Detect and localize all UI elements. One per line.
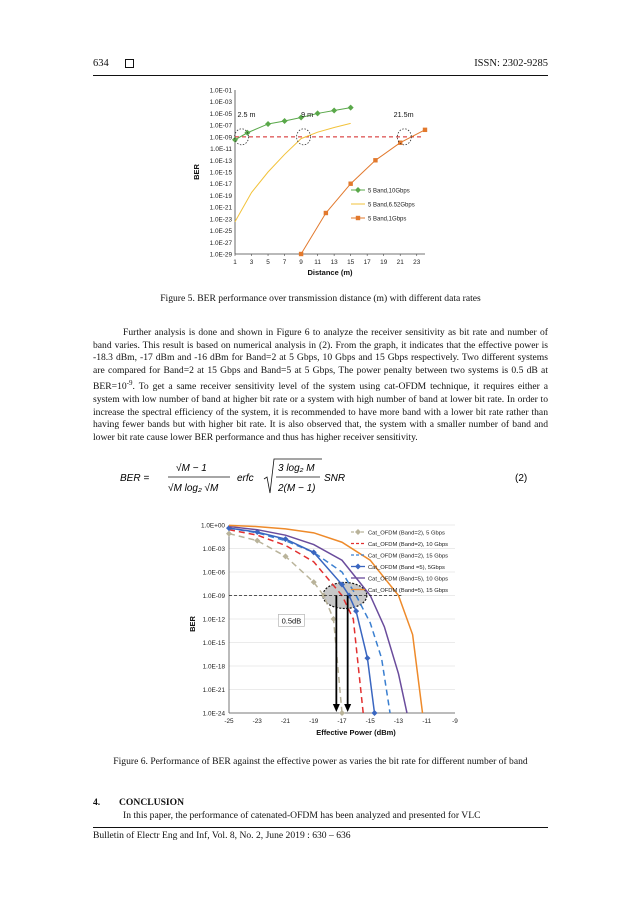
- fig5-legend-marker: [355, 187, 361, 193]
- fig6-y-tick-label: 1.0E-18: [202, 663, 225, 671]
- fig5-y-tick-label: 1.0E-21: [209, 204, 232, 212]
- fig5-y-tick-label: 1.0E-09: [209, 134, 232, 142]
- fig6-legend-label: Cat_OFDM (Band=5), 10 Gbps: [368, 576, 449, 583]
- fig6-legend-label: Cat_OFDM (Band=2), 10 Gbps: [368, 541, 449, 548]
- checkbox-glyph-icon: [125, 59, 134, 68]
- eq-number: (2): [515, 473, 528, 484]
- figure5-caption: Figure 5. BER performance over transmission distance (m) with different data rates: [160, 293, 481, 304]
- figure6-chart: [185, 517, 470, 749]
- eq-denominator: √M log₂ √M: [168, 483, 219, 494]
- paragraph-text-rest: . To get a same receiver sensitivity level of the system using cat-OFDM technique, it requires either a system with low number of band at higher bit rate or a system with high number of band at lower bit rate. In order to increase the spectral efficiency of the system, it is recommended to have more band with a lower bit rate rather than having fewer bands but with higher bit rate. It is also observed that, the system with a smaller number of band and lower bit rate cause lower BER performance and thus has higher receiver sensitivity.: [93, 381, 548, 443]
- fig5-y-tick-label: 1.0E-19: [209, 192, 232, 200]
- fig5-y-tick-label: 1.0E-01: [209, 87, 232, 95]
- fig6-y-tick-label: 1.0E-24: [202, 710, 225, 718]
- fig5-legend-label: 5 Band,6.52Gbps: [368, 202, 415, 209]
- fig6-y-tick-label: 1.0E-03: [202, 546, 225, 553]
- fig6-y-axis-label: BER: [188, 616, 197, 632]
- footer-rule: [93, 827, 548, 828]
- paragraph-superscript: -9: [126, 379, 133, 388]
- fig6-x-tick-label: -19: [309, 718, 319, 725]
- fig5-data-point: [282, 118, 288, 124]
- fig5-annotation: 9 m: [301, 109, 314, 119]
- fig6-y-tick-label: 1.0E-21: [202, 687, 225, 694]
- fig6-annotation: 0.5dB: [281, 616, 302, 626]
- fig6-data-point: [254, 538, 260, 544]
- fig5-x-axis-label: Distance (m): [307, 268, 353, 277]
- fig5-x-tick-label: 13: [330, 259, 338, 266]
- eq-numerator: √M − 1: [176, 463, 207, 474]
- fig6-data-point: [339, 710, 345, 716]
- fig6-x-axis-label: Effective Power (dBm): [316, 728, 396, 737]
- section-number: 4.: [93, 797, 101, 808]
- fig5-y-tick-label: 1.0E-11: [210, 146, 232, 154]
- fig6-x-tick-label: -25: [224, 718, 234, 725]
- conclusion-text: In this paper, the performance of catenated-OFDM has been analyzed and presented for VLC: [123, 810, 481, 821]
- ber-equation: [110, 455, 550, 499]
- section-heading: [93, 797, 184, 808]
- fig6-y-tick-label: 1.0E-06: [202, 569, 225, 577]
- fig6-data-point: [353, 608, 359, 614]
- fig6-y-tick-label: 1.0E-15: [202, 640, 225, 647]
- fig6-x-tick-label: -21: [280, 718, 291, 725]
- fig5-legend-label: 5 Band,1Gbps: [368, 216, 407, 223]
- fig5-legend-label: 5 Band,10Gbps: [368, 188, 410, 195]
- fig5-y-tick-label: 1.0E-03: [209, 99, 232, 107]
- fig5-data-point: [324, 211, 328, 215]
- fig5-data-point: [423, 128, 427, 132]
- fig5-x-tick-label: 23: [413, 259, 421, 266]
- fig5-y-tick-label: 1.0E-07: [209, 122, 232, 130]
- page-number: 634: [93, 58, 109, 69]
- fig5-x-tick-label: 19: [380, 259, 388, 266]
- fig5-series-line: [235, 123, 351, 221]
- fig6-legend-label: Cat_OFDM (Band=5), 15 Gbps: [368, 587, 449, 594]
- fig6-series-line: [229, 528, 390, 713]
- fig5-x-tick-label: 15: [347, 259, 355, 266]
- fig6-arrow-head: [333, 704, 340, 712]
- eq-rad-den: 2(M − 1): [278, 483, 316, 494]
- eq-lhs: BER =: [120, 473, 150, 484]
- eq-snr: SNR: [324, 473, 346, 484]
- figure5-chart: [185, 82, 435, 282]
- fig5-data-point: [348, 105, 354, 111]
- fig5-y-tick-label: 1.0E-27: [209, 239, 232, 247]
- fig6-x-tick-label: -13: [393, 718, 404, 725]
- fig6-y-tick-label: 1.0E+00: [201, 522, 225, 530]
- section-title: CONCLUSION: [119, 797, 185, 808]
- eq-erfc: erfc: [237, 473, 254, 484]
- footer-text: Bulletin of Electr Eng and Inf, Vol. 8, No. 2, June 2019 : 630 – 636: [93, 830, 351, 841]
- fig6-legend-marker: [355, 529, 361, 535]
- fig6-x-tick-label: -11: [422, 718, 432, 725]
- fig5-y-tick-label: 1.0E-25: [209, 228, 232, 236]
- fig5-y-axis-label: BER: [192, 164, 201, 180]
- fig6-y-tick-label: 1.0E-12: [202, 616, 225, 624]
- fig5-y-tick-label: 1.0E-13: [209, 157, 232, 165]
- fig6-arrow-head: [344, 704, 351, 712]
- fig6-x-tick-label: -9: [452, 718, 458, 725]
- fig5-data-point: [331, 108, 337, 114]
- fig6-x-tick-label: -17: [337, 718, 347, 725]
- fig5-data-point: [315, 110, 321, 116]
- fig5-data-point: [265, 121, 271, 127]
- fig5-y-tick-label: 1.0E-23: [209, 216, 232, 224]
- fig6-x-tick-label: -23: [252, 718, 262, 725]
- fig5-x-tick-label: 7: [282, 259, 287, 266]
- fig5-x-tick-label: 3: [249, 259, 254, 266]
- fig5-annotation: 21.5m: [393, 109, 414, 119]
- fig5-x-tick-label: 21: [396, 259, 404, 266]
- fig5-data-point: [299, 252, 303, 256]
- fig5-y-tick-label: 1.0E-05: [209, 110, 232, 118]
- fig5-x-tick-label: 17: [363, 259, 371, 266]
- fig6-y-tick-label: 1.0E-09: [202, 593, 225, 600]
- fig5-x-tick-label: 5: [266, 259, 270, 266]
- fig5-y-tick-label: 1.0E-29: [209, 251, 232, 259]
- fig5-data-point: [232, 137, 238, 143]
- fig6-legend-label: Cat_OFDM (Band =5), 5Gbps: [368, 564, 445, 571]
- fig5-x-tick-label: 11: [314, 259, 321, 266]
- header-rule: [93, 75, 548, 76]
- fig5-data-point: [348, 182, 352, 186]
- fig5-y-tick-label: 1.0E-15: [209, 169, 232, 177]
- fig6-legend-label: Cat_OFDM (Band=2), 15 Gbps: [368, 553, 449, 560]
- fig6-x-tick-label: -15: [365, 718, 375, 725]
- fig6-data-point: [371, 710, 377, 716]
- figure6-caption: Figure 6. Performance of BER against the effective power as varies the bit rate for different number of band: [113, 756, 528, 767]
- fig5-y-tick-label: 1.0E-17: [209, 181, 232, 189]
- paragraph-text: Further analysis is done and shown in Figure 6 to analyze the receiver sensitivity as bit rate and number of band varies. This result is based on numerical analysis in (2). From the graph, it indicates that the effective power is -18.3 dBm, -17 dBm and -16 dBm for Band=2 at 5 Gbps, 10 Gbps and 15 Gbps respectively. Two different systems are compared for Band=2 at 15 Gbps and Band=5 at 5 Gbps, The power penalty between two systems is 0.5 dB at BER=10: [93, 327, 548, 393]
- fig5-x-tick-label: 9: [299, 259, 303, 266]
- fig6-legend-label: Cat_OFDM (Band=2), 5 Gbps: [368, 530, 445, 537]
- eq-rad-num: 3 log₂ M: [278, 463, 315, 474]
- issn-label: ISSN: 2302-9285: [474, 58, 548, 69]
- fig5-legend-marker: [356, 216, 360, 220]
- fig6-legend-marker: [355, 564, 361, 570]
- fig6-data-point: [226, 531, 232, 537]
- fig5-data-point: [373, 158, 377, 162]
- body-paragraph: [93, 327, 548, 445]
- fig6-data-point: [364, 655, 370, 661]
- fig5-x-tick-label: 1: [233, 259, 237, 266]
- fig5-annotation: 2.5 m: [237, 109, 256, 119]
